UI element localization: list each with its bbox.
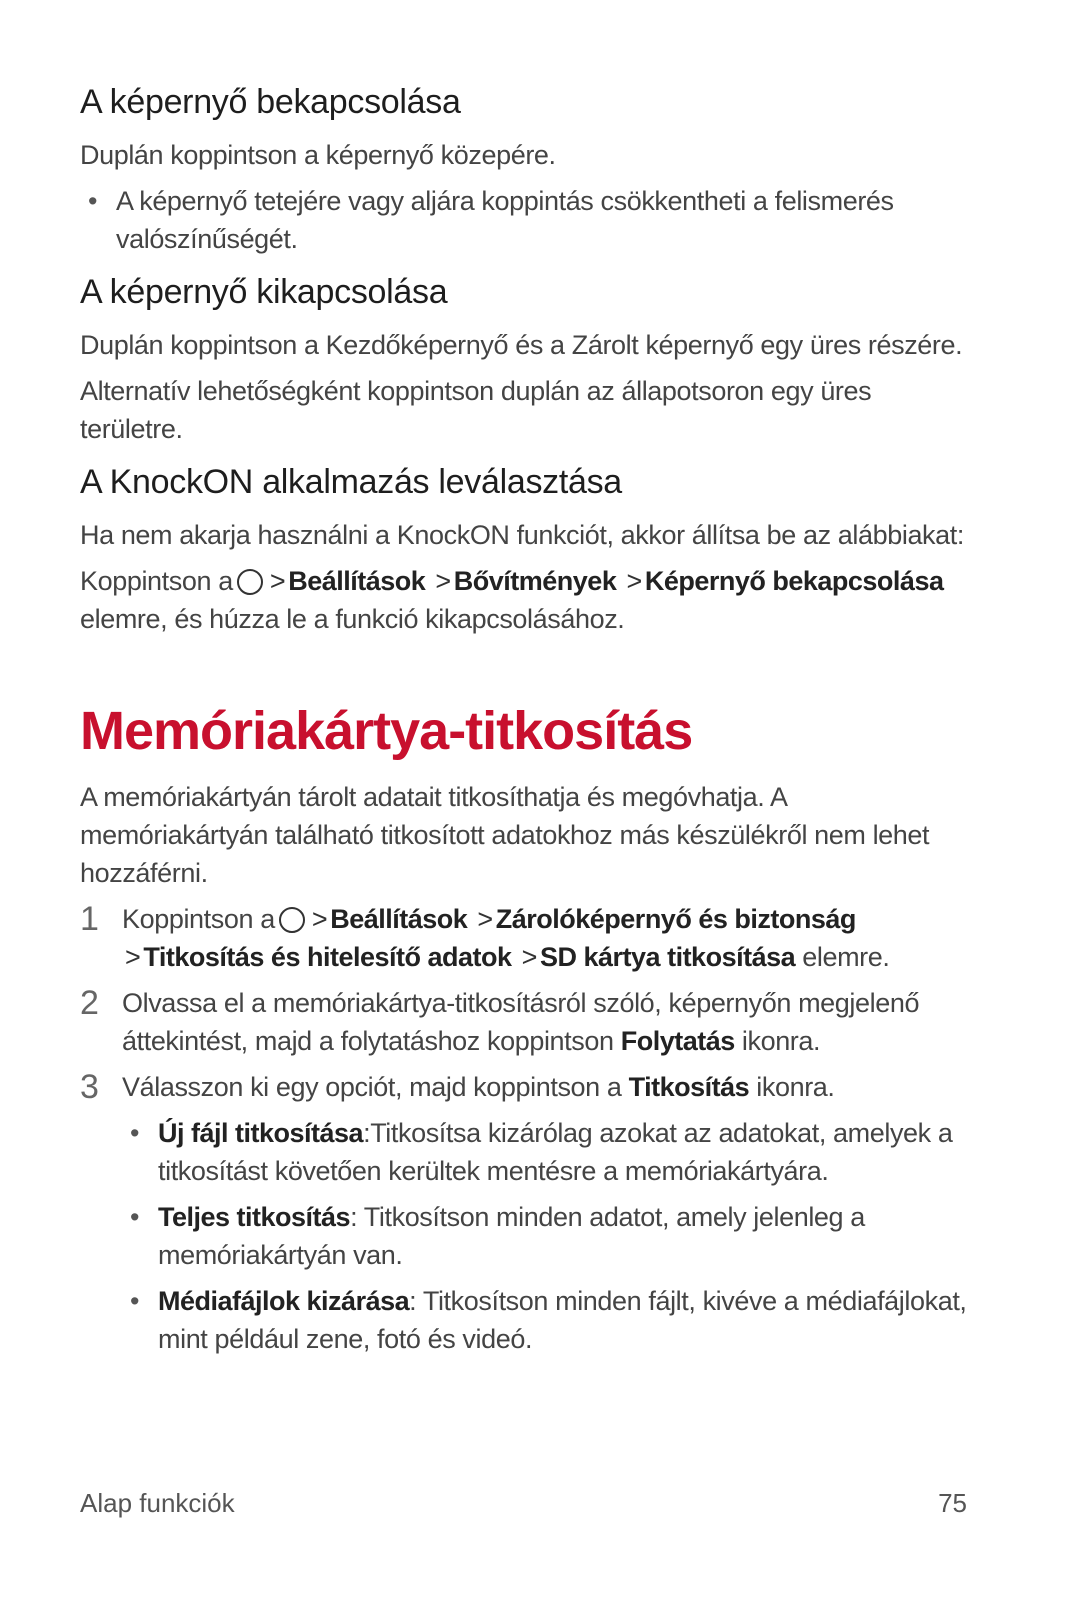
option-label: Médiafájlok kizárása	[158, 1286, 410, 1316]
option-item: • Médiafájlok kizárása: Titkosítson minden fájlt, kivéve a médiafájlokat, mint például zene, fotó és videó.	[122, 1282, 980, 1358]
bullet-dot-icon: •	[130, 1202, 140, 1232]
section-title: A KnockON alkalmazás leválasztása	[80, 463, 622, 501]
chevron-right-icon: >	[477, 904, 493, 934]
bullet-dot-icon: •	[88, 186, 98, 216]
text: Válasszon ki egy opciót, majd koppintson a	[122, 1072, 622, 1102]
page-content	[80, 78, 980, 1366]
main-title: Memóriakártya-titkosítás	[80, 701, 693, 761]
option-list	[122, 1114, 980, 1358]
paragraph: Alternatív lehetőségként koppintson duplán az állapotsoron egy üres területre.	[80, 376, 872, 444]
footer-section-name: Alap funkciók	[80, 1488, 235, 1518]
option-item: • Új fájl titkosítása:Titkosítsa kizárólag azokat az adatokat, amelyek a titkosítást követően kerültek mentésre a memóriakártyára.	[122, 1114, 980, 1190]
chevron-right-icon: >	[626, 566, 642, 596]
bullet-item	[80, 182, 980, 258]
chevron-right-icon: >	[269, 566, 286, 596]
step-1	[80, 900, 980, 976]
option-text: Titkosítsa kizárólag azokat az adatokat, amelyek a titkosítást követően kerültek mentésre a memóriakártyára.	[158, 1118, 953, 1186]
home-button-icon	[237, 569, 263, 595]
home-button-icon	[279, 907, 305, 933]
path-paragraph	[80, 562, 980, 638]
paragraph: Duplán koppintson a képernyő közepére.	[80, 140, 556, 170]
step-3	[80, 1068, 980, 1106]
section-knockon-disable	[80, 458, 980, 638]
menu-path-extensions: Bővítmények	[453, 566, 617, 596]
option-label: Új fájl titkosítása	[158, 1118, 364, 1148]
continue-label: Folytatás	[620, 1026, 735, 1056]
chevron-right-icon: >	[311, 904, 328, 934]
option-label: Teljes titkosítás	[158, 1202, 351, 1232]
bullet-dot-icon: •	[130, 1286, 140, 1316]
section-title: A képernyő kikapcsolása	[80, 273, 448, 311]
section-screen-on	[80, 78, 980, 258]
text: elemre.	[802, 942, 890, 972]
paragraph: Ha nem akarja használni a KnockON funkciót, akkor állítsa be az alábbiakat:	[80, 520, 964, 550]
menu-path-settings: Beállítások	[288, 566, 426, 596]
step-number: 1	[80, 900, 99, 938]
text: Olvassa el a memóriakártya-titkosításról szóló, képernyőn megjelenő áttekintést, majd a folytatáshoz koppintson	[122, 988, 920, 1056]
chevron-right-icon: >	[435, 566, 451, 596]
bullet-dot-icon: •	[130, 1118, 140, 1148]
chevron-right-icon: >	[521, 942, 537, 972]
paragraph: Duplán koppintson a Kezdőképernyő és a Zárolt képernyő egy üres részére.	[80, 330, 963, 360]
section-title: A képernyő bekapcsolása	[80, 83, 461, 121]
text: Koppintson a	[122, 904, 275, 934]
text: ikonra.	[756, 1072, 835, 1102]
bullet-text: A képernyő tetejére vagy aljára koppintás csökkentheti a felismerés valószínűségét.	[116, 186, 894, 254]
text: Koppintson a	[80, 566, 233, 596]
chevron-right-icon: >	[125, 942, 141, 972]
menu-path-screen-on: Képernyő bekapcsolása	[644, 566, 944, 596]
menu-path-sd-encryption: SD kártya titkosítása	[540, 942, 796, 972]
menu-path-lock-security: Zárolóképernyő és biztonság	[495, 904, 856, 934]
option-text: Titkosítson minden adatot, amely jelenleg a memóriakártyán van.	[158, 1202, 865, 1270]
step-number: 2	[80, 984, 99, 1022]
text: elemre, és húzza le a funkció kikapcsolásához.	[80, 604, 625, 634]
option-text: Titkosítson minden fájlt, kivéve a médiafájlokat, mint például zene, fotó és videó.	[158, 1286, 967, 1354]
section-screen-off	[80, 268, 980, 448]
menu-path-encryption: Titkosítás és hitelesítő adatok	[143, 942, 512, 972]
encryption-label: Titkosítás	[628, 1072, 750, 1102]
step-2	[80, 984, 980, 1060]
menu-path-settings: Beállítások	[330, 904, 468, 934]
option-item: • Teljes titkosítás: Titkosítson minden adatot, amely jelenleg a memóriakártyán van.	[122, 1198, 980, 1274]
text: ikonra.	[741, 1026, 821, 1056]
page-number: 75	[938, 1488, 967, 1518]
step-number: 3	[80, 1068, 99, 1106]
intro-paragraph: A memóriakártyán tárolt adatait titkosíthatja és megóvhatja. A memóriakártyán található titkosított adatokhoz más készülékről nem lehet hozzáférni.	[80, 782, 930, 888]
